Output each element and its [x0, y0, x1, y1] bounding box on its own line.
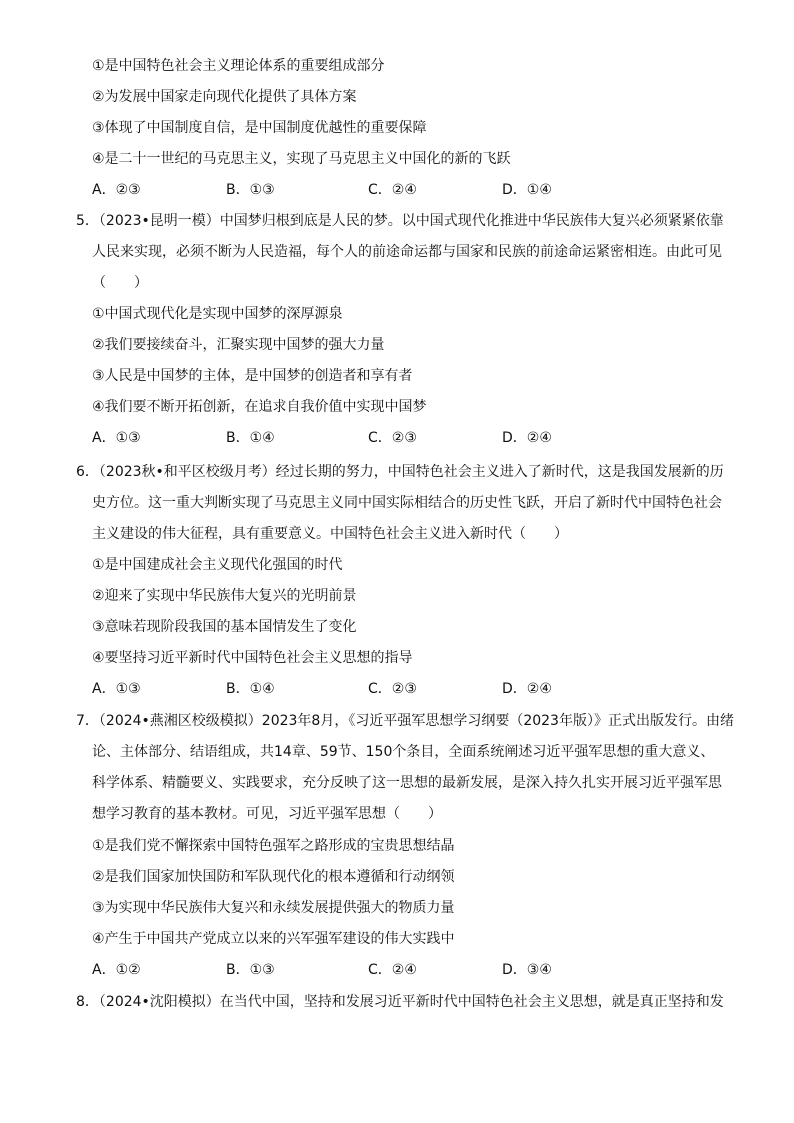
- q5-options: [92, 428, 732, 448]
- q7-option-c: C．②④: [368, 962, 417, 978]
- q7-options: [92, 960, 732, 980]
- q6-options: [92, 679, 732, 699]
- q6-item-4: ④要坚持习近平新时代中国特色社会主义思想的指导: [92, 650, 413, 666]
- q4-options: [92, 180, 732, 200]
- q8-stem-line-1: 8．（2024•沈阳模拟）在当代中国，坚持和发展习近平新时代中国特色社会主义思想，就是真正坚持和发: [76, 994, 724, 1010]
- q6-option-c: C．②③: [368, 681, 417, 697]
- q4-option-d: D．①④: [502, 182, 552, 198]
- q6-option-a: A．①③: [92, 681, 141, 697]
- q7-stem-line-4: 想学习教育的基本教材。可见，习近平强军思想（ ）: [92, 806, 442, 822]
- q5-option-c: C．②③: [368, 430, 417, 446]
- q4-item-1: ①是中国特色社会主义理论体系的重要组成部分: [92, 58, 385, 74]
- q6-stem-line-3: 主义建设的伟大征程，具有重要意义。中国特色社会主义进入新时代（ ）: [92, 526, 568, 542]
- q7-option-b: B．①③: [226, 962, 275, 978]
- q6-option-b: B．①④: [226, 681, 275, 697]
- q6-item-1: ①是中国建成社会主义现代化强国的时代: [92, 557, 343, 573]
- q7-item-2: ②是我们国家加快国防和军队现代化的根本遵循和行动纲领: [92, 869, 455, 885]
- q6-item-3: ③意味若现阶段我国的基本国情发生了变化: [92, 619, 357, 635]
- q5-option-a: A．①③: [92, 430, 141, 446]
- q7-item-1: ①是我们党不懈探索中国特色强军之路形成的宝贵思想结晶: [92, 838, 455, 854]
- q4-option-b: B．①③: [226, 182, 275, 198]
- q6-option-d: D．②④: [502, 681, 552, 697]
- q4-item-4: ④是二十一世纪的马克思主义，实现了马克思主义中国化的新的飞跃: [92, 151, 511, 167]
- q6-stem-line-1: 6．（2023秋•和平区校级月考）经过长期的努力，中国特色社会主义进入了新时代，这是我国发展新的历: [76, 464, 724, 480]
- q7-item-4: ④产生于中国共产党成立以来的兴军强军建设的伟大实践中: [92, 931, 455, 947]
- q4-option-c: C．②④: [368, 182, 417, 198]
- q5-item-2: ②我们要接续奋斗，汇聚实现中国梦的强大力量: [92, 337, 385, 353]
- q7-stem-line-1: 7．（2024•燕湘区校级模拟）2023年8月，《习近平强军思想学习纲要（2023年版）》正式出版发行。由绪: [76, 713, 734, 729]
- q4-option-a: A．②③: [92, 182, 141, 198]
- q4-item-3: ③体现了中国制度自信，是中国制度优越性的重要保障: [92, 120, 427, 136]
- q4-item-2: ②为发展中国家走向现代化提供了具体方案: [92, 89, 357, 105]
- q7-option-d: D．③④: [502, 962, 552, 978]
- q6-stem-line-2: 史方位。这一重大判断实现了马克思主义同中国实际相结合的历史性飞跃，开启了新时代中国特色社会: [92, 495, 722, 511]
- q5-option-d: D．②④: [502, 430, 552, 446]
- q5-stem-line-3: （ ）: [92, 275, 148, 291]
- q5-stem-line-1: 5．（2023•昆明一模）中国梦归根到底是人民的梦。以中国式现代化推进中华民族伟大复兴必须紧紧依靠: [76, 213, 724, 229]
- q7-option-a: A．①②: [92, 962, 141, 978]
- q5-item-4: ④我们要不断开拓创新，在追求自我价值中实现中国梦: [92, 399, 427, 415]
- q5-item-3: ③人民是中国梦的主体，是中国梦的创造者和享有者: [92, 368, 413, 384]
- q6-item-2: ②迎来了实现中华民族伟大复兴的光明前景: [92, 588, 357, 604]
- q7-stem-line-3: 科学体系、精髓要义、实践要求，充分反映了这一思想的最新发展，是深入持久扎实开展习近平强军思: [92, 775, 722, 791]
- q5-item-1: ①中国式现代化是实现中国梦的深厚源泉: [92, 306, 343, 322]
- q5-option-b: B．①④: [226, 430, 275, 446]
- q7-stem-line-2: 论、主体部分、结语组成，共14章、59节、150个条目，全面系统阐述习近平强军思想的重大意义、: [92, 744, 715, 760]
- q5-stem-line-2: 人民来实现，必须不断为人民造福，每个人的前途命运都与国家和民族的前途命运紧密相连。由此可见: [92, 244, 722, 260]
- q7-item-3: ③为实现中华民族伟大复兴和永续发展提供强大的物质力量: [92, 900, 455, 916]
